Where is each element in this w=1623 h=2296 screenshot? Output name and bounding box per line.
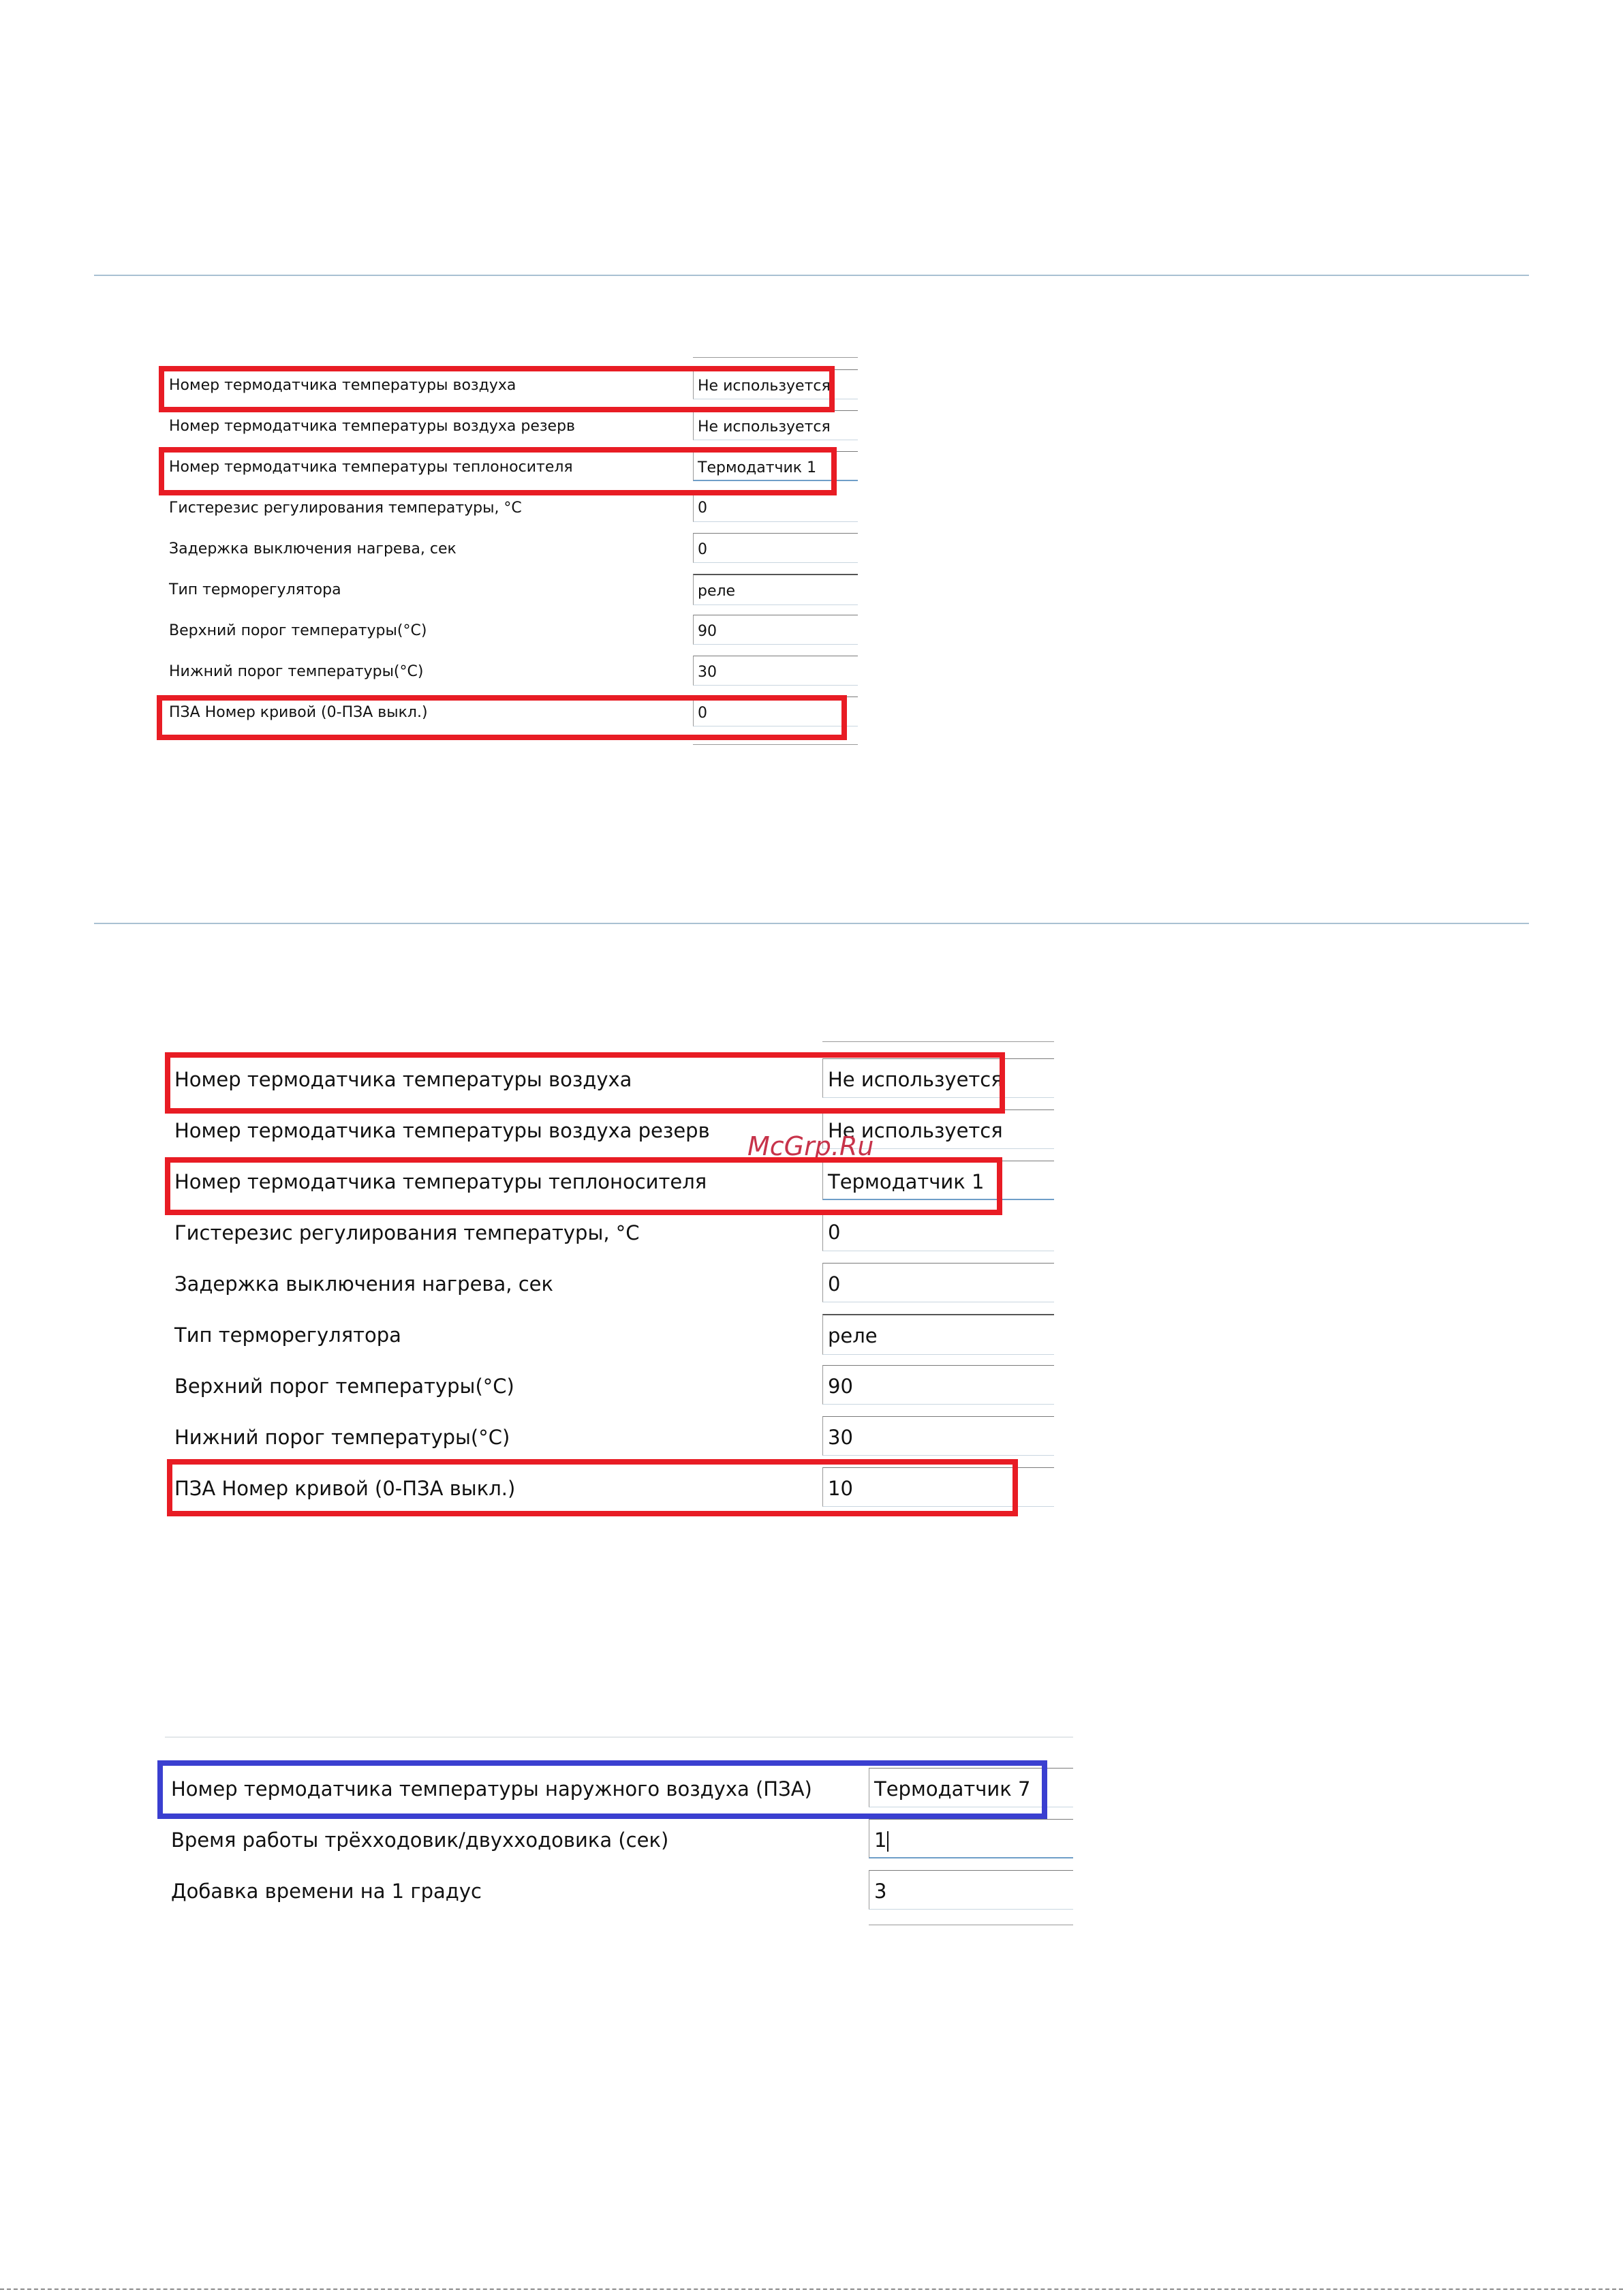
setting-label: Гистерезис регулирования температуры, °C <box>169 500 522 517</box>
setting-label: Верхний порог температуры(°C) <box>169 622 427 639</box>
setting-value-field[interactable]: 0 <box>822 1212 1054 1251</box>
text-caret <box>887 1831 888 1852</box>
setting-label: Время работы трёхходовик/двухходовика (сек) <box>171 1828 669 1852</box>
setting-value-field[interactable]: 90 <box>693 615 858 645</box>
setting-label: Задержка выключения нагрева, сек <box>174 1272 554 1296</box>
setting-value-field[interactable]: 10 <box>822 1467 1054 1507</box>
setting-value-field[interactable]: 3 <box>869 1870 1073 1910</box>
setting-value-field[interactable]: Термодатчик 1 <box>693 451 858 481</box>
setting-label: Гистерезис регулирования температуры, °C <box>174 1221 640 1244</box>
section-divider-middle <box>94 923 1529 924</box>
field-stub-top <box>693 357 858 358</box>
setting-label: Номер термодатчика температуры воздуха резерв <box>174 1119 710 1142</box>
setting-label: Нижний порог температуры(°C) <box>174 1426 510 1449</box>
setting-value-field[interactable]: 90 <box>822 1365 1054 1405</box>
setting-label: Нижний порог температуры(°C) <box>169 663 424 680</box>
panel-top-edge <box>165 1736 1073 1738</box>
setting-value-field[interactable]: Термодатчик 1 <box>822 1161 1054 1200</box>
setting-label: Номер термодатчика температуры теплоносителя <box>169 459 573 476</box>
field-stub-bottom <box>693 744 858 745</box>
setting-value-field[interactable]: Не используется <box>693 410 858 440</box>
setting-label: Задержка выключения нагрева, сек <box>169 540 457 557</box>
setting-label: ПЗА Номер кривой (0-ПЗА выкл.) <box>169 704 428 721</box>
setting-value-dropdown[interactable]: реле <box>822 1314 1054 1355</box>
setting-value-field[interactable]: 0 <box>693 697 858 726</box>
setting-value-field[interactable]: 0 <box>822 1263 1054 1302</box>
setting-value-field[interactable]: 30 <box>822 1416 1054 1456</box>
setting-value-field[interactable]: Не используется <box>822 1109 1054 1149</box>
setting-value-field[interactable]: 0 <box>693 492 858 522</box>
setting-value-dropdown[interactable]: реле <box>693 574 858 605</box>
setting-label: Тип терморегулятора <box>169 581 341 598</box>
setting-label: Добавка времени на 1 градус <box>171 1880 482 1903</box>
setting-value-field[interactable] <box>869 1819 1073 1858</box>
section-divider-top <box>94 275 1529 276</box>
setting-label: Номер термодатчика температуры теплоносителя <box>174 1170 707 1193</box>
setting-label: Тип терморегулятора <box>174 1323 401 1347</box>
setting-label: Номер термодатчика температуры воздуха резерв <box>169 418 576 435</box>
setting-value-field[interactable]: 0 <box>693 533 858 563</box>
field-stub-top <box>822 1041 1054 1042</box>
setting-value-field[interactable]: Не используется <box>822 1058 1054 1098</box>
setting-value-text: 1 <box>874 1828 887 1852</box>
setting-label: Номер термодатчика температуры наружного воздуха (ПЗА) <box>171 1777 812 1801</box>
setting-value-field[interactable]: Не используется <box>693 369 858 399</box>
setting-label: Номер термодатчика температуры воздуха <box>174 1068 632 1091</box>
watermark-text: McGrp.Ru <box>747 1131 874 1161</box>
page-bottom-border <box>0 2289 1623 2291</box>
setting-value-field[interactable]: Термодатчик 7 <box>869 1768 1073 1807</box>
setting-label: ПЗА Номер кривой (0-ПЗА выкл.) <box>174 1477 516 1500</box>
setting-label: Номер термодатчика температуры воздуха <box>169 377 516 394</box>
setting-value-field[interactable]: 30 <box>693 656 858 686</box>
setting-label: Верхний порог температуры(°C) <box>174 1375 514 1398</box>
